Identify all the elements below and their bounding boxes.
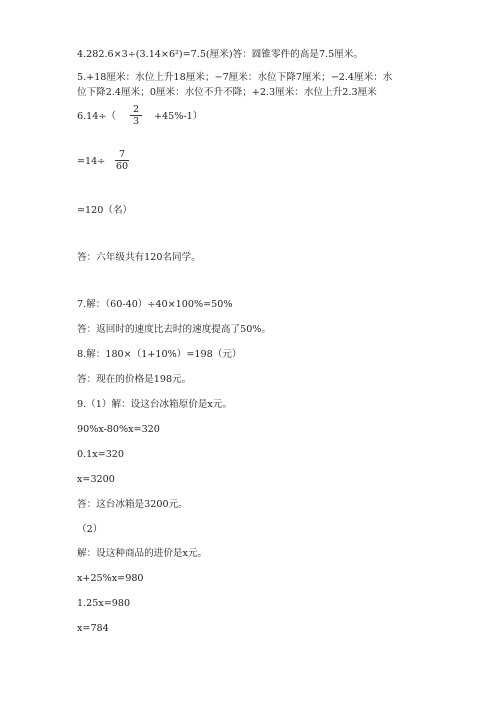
answer-5-line-2: 位下降2.4厘米；0厘米：水位不升不降；+2.3厘米：水位上升2.3厘米 <box>77 87 377 98</box>
answer-4: 4.282.6×3÷(3.14×6²)=7.5(厘米)答：圆锥零件的高是7.5厘米。 <box>77 49 363 60</box>
fraction-seven-sixtieths <box>115 149 129 172</box>
answer-7-solution: 7.解：（60-40）÷40×100%=50% <box>77 299 233 310</box>
answer-5-line-1: 5.+18厘米：水位上升18厘米；−7厘米：水位下降7厘米；−2.4厘米：水 <box>77 72 393 83</box>
fraction-denominator: 3 <box>132 116 140 127</box>
answer-6-step-1: =14÷ <box>77 156 106 167</box>
fraction-numerator: 2 <box>130 104 142 116</box>
answer-9-part-2-setup: 解：设这种商品的进价是x元。 <box>77 548 208 559</box>
answer-9-part-1-step: 0.1x=320 <box>77 449 125 460</box>
answer-9-part-1-equation: 90%x-80%x=320 <box>77 424 160 435</box>
answer-6-conclusion: 答：六年级共有120名同学。 <box>77 252 201 263</box>
answer-6-step-2: =120（名） <box>77 205 133 216</box>
answer-8-conclusion: 答：现在的价格是198元。 <box>77 374 192 385</box>
answer-9-part-1-conclusion: 答：这台冰箱是3200元。 <box>77 499 188 510</box>
fraction-two-thirds <box>130 104 142 127</box>
answer-6-expression-end: +45%-1） <box>154 111 203 122</box>
answer-6-expression-start: 6.14÷（ <box>77 111 116 122</box>
answer-9-part-2-result: x=784 <box>77 623 109 634</box>
answer-9-part-1-result: x=3200 <box>77 474 115 485</box>
fraction-denominator: 60 <box>115 161 129 172</box>
answer-9-part-2-step: 1.25x=980 <box>77 598 131 609</box>
answer-7-conclusion: 答：返回时的速度比去时的速度提高了50%。 <box>77 324 272 335</box>
fraction-numerator: 7 <box>115 149 129 161</box>
answer-9-part-1-setup: 9.（1）解：设这台冰箱原价是x元。 <box>77 399 232 410</box>
answer-8-solution: 8.解：180×（1+10%）=198（元） <box>77 349 242 360</box>
answer-9-part-2-label: （2） <box>77 524 103 535</box>
answer-9-part-2-equation: x+25%x=980 <box>77 573 144 584</box>
